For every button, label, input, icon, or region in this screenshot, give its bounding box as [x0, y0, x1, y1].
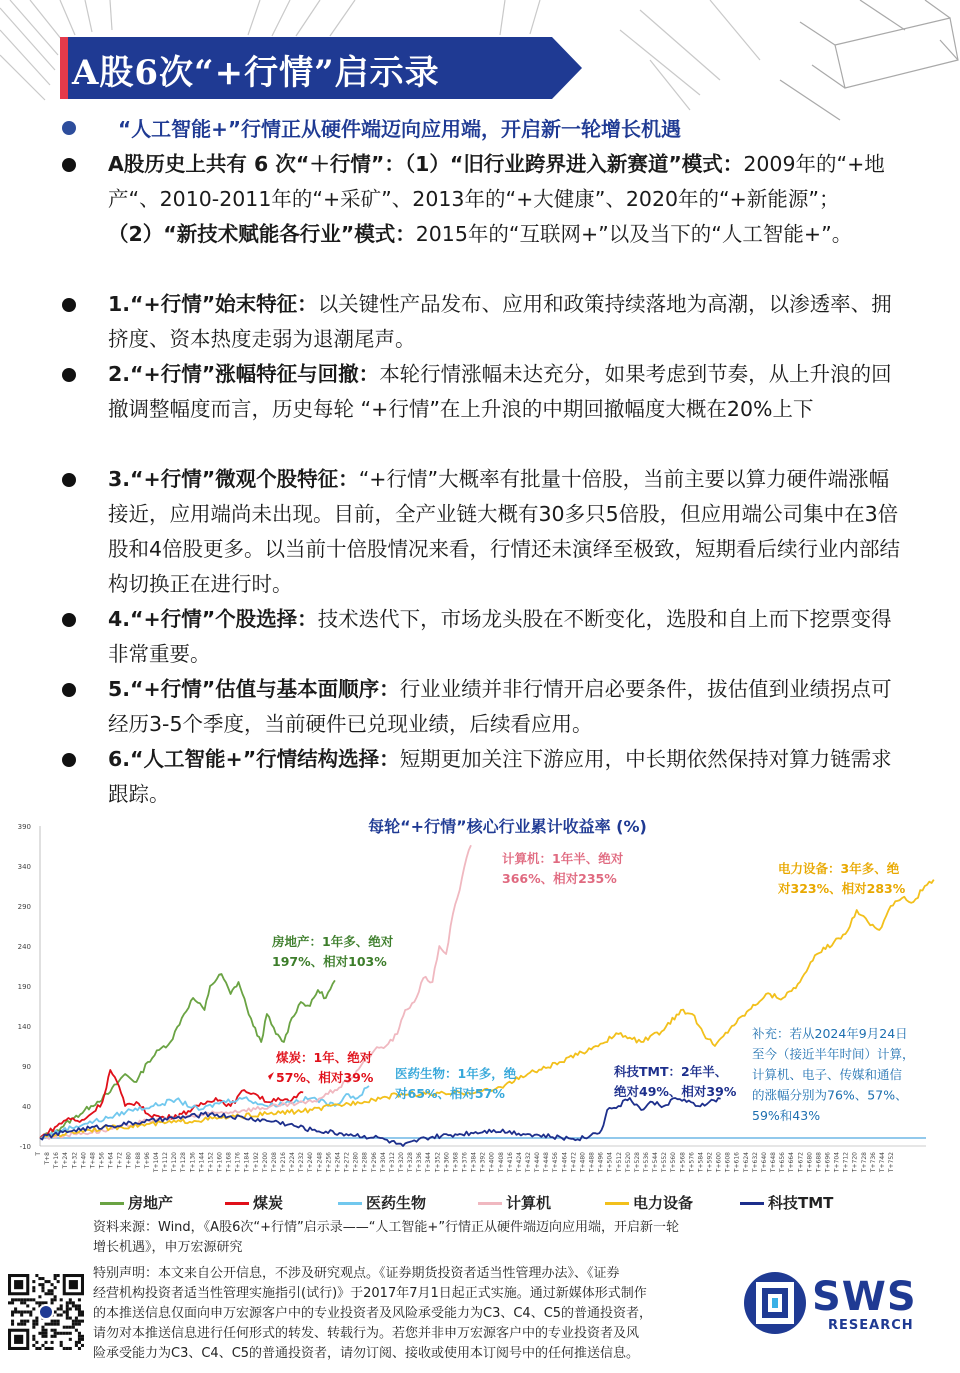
- x-tick-label: T+464: [561, 1152, 569, 1173]
- bullet-body: 2009年的“+地产“、2010-2011年的“+采矿”、2013年的“+大健康”、2020年的“+新能源”；: [108, 152, 885, 211]
- annotation-label: 57%、相对39%: [276, 1070, 374, 1085]
- legend-swatch: [740, 1202, 764, 1205]
- y-tick-label: 190: [17, 983, 31, 991]
- x-tick-label: T+712: [842, 1152, 850, 1173]
- chart-title: 每轮“+行情”核心行业累计收益率 (%): [368, 817, 647, 836]
- qr-code-icon: [8, 1274, 84, 1350]
- bullet-head: 3.“+行情”微观个股特征：: [108, 467, 359, 491]
- chart-legend: [100, 1192, 960, 1216]
- note-line: 补充：若从2024年9月24日: [752, 1026, 908, 1041]
- x-tick-label: T+648: [770, 1152, 778, 1173]
- x-tick-label: T+384: [470, 1152, 478, 1173]
- bullet-dot-icon: [62, 753, 76, 767]
- logo-sub: RESEARCH: [828, 1318, 914, 1333]
- x-tick-label: T+576: [688, 1152, 696, 1173]
- x-tick-label: T+496: [597, 1152, 605, 1173]
- disclaimer-line: 特别声明：本文来自公开信息，不涉及研究观点。《证券期货投资者适当性管理办法》、《证券: [93, 1266, 620, 1281]
- legend-swatch: [478, 1202, 502, 1205]
- disclaimer-line: 请勿对本推送信息进行任何形式的转发、转载行为。若您并非申万宏源客户中的专业投资者及风: [93, 1326, 640, 1341]
- bullet-body: 2015年的“互联网+”以及当下的“人工智能+”。: [415, 222, 853, 246]
- legend-swatch: [100, 1202, 124, 1205]
- subtitle-row: [62, 113, 942, 147]
- x-tick-label: T+152: [207, 1152, 215, 1173]
- source-line: 资料来源：Wind，《A股6次“+行情”启示录——“人工智能+”行情正从硬件端迈向应用端，开启新一轮: [93, 1220, 680, 1235]
- x-tick-label: T+480: [579, 1152, 587, 1173]
- x-tick-label: T+600: [715, 1152, 723, 1173]
- bullet-dot-icon: [62, 473, 76, 487]
- bullet-dot-icon: [62, 683, 76, 697]
- x-tick-label: T+72: [116, 1152, 124, 1169]
- x-tick-label: T+592: [706, 1152, 714, 1173]
- x-tick-label: T+472: [570, 1152, 578, 1173]
- sws-logo: [742, 1268, 932, 1338]
- x-tick-label: T+336: [416, 1152, 424, 1173]
- bullet-dot-icon: [62, 121, 76, 135]
- legend-label: 医药生物: [366, 1194, 427, 1212]
- x-tick-label: T+632: [751, 1152, 759, 1173]
- y-tick-label: 340: [17, 863, 31, 871]
- bullet-head: 6.“人工智能+”行情结构选择：: [108, 747, 400, 771]
- disclaimer-line: 险承受能力为C3、C4、C5的普通投资者，请勿订阅、接收或使用本订阅号中的任何推送信息。: [93, 1346, 640, 1361]
- x-tick-label: T+512: [615, 1152, 623, 1173]
- y-tick-label: -10: [19, 1143, 31, 1151]
- x-tick-label: T+360: [443, 1152, 451, 1173]
- x-tick-label: T+160: [216, 1152, 224, 1173]
- y-tick-label: 290: [17, 903, 31, 911]
- x-tick-label: T+240: [307, 1152, 315, 1173]
- bullet-item: [62, 742, 902, 812]
- x-tick-label: T+544: [652, 1152, 660, 1173]
- bullet-body: 本轮行情涨幅未达充分，如果考虑到节奏，从上升浪的回撤调整幅度而言，历史每轮 “+行情”在上升浪的中期回撤幅度大概在20%上下: [108, 362, 892, 421]
- x-tick-label: T+216: [280, 1152, 288, 1173]
- bullet-item: [62, 287, 902, 357]
- x-tick-label: T+24: [62, 1152, 70, 1169]
- x-tick-label: T+672: [797, 1152, 805, 1173]
- bullet-dot-icon: [62, 298, 76, 312]
- x-tick-label: T+344: [425, 1152, 433, 1173]
- x-tick-label: T+272: [343, 1152, 351, 1173]
- x-tick-label: T+432: [525, 1152, 533, 1173]
- annotation-layer: [268, 851, 915, 1123]
- x-tick-label: T+624: [742, 1152, 750, 1173]
- subtitle: “人工智能+”行情正从硬件端迈向应用端，开启新一轮增长机遇: [118, 117, 682, 141]
- x-tick-label: T+224: [289, 1152, 297, 1173]
- title-banner: [60, 37, 582, 99]
- annotation-label: 医药生物：1年多，绝: [395, 1066, 517, 1081]
- x-tick-label: T+616: [733, 1152, 741, 1173]
- x-tick-label: T+696: [824, 1152, 832, 1173]
- legend-label: 计算机: [506, 1194, 552, 1212]
- x-tick-label: T+88: [134, 1152, 142, 1169]
- bullet-dot-icon: [62, 368, 76, 382]
- x-tick-label: T: [35, 1152, 42, 1156]
- annotation-label: 煤炭：1年、绝对: [276, 1050, 373, 1065]
- x-tick-label: T+688: [815, 1152, 823, 1173]
- bullet-body: “+行情”大概率有批量十倍股，当前主要以算力硬件端涨幅接近，应用端尚未出现。目前，全产业链大概有30多只5倍股，但应用端公司集中在3倍股和4倍股更多。以当前十倍股情况来看，行情还未演绎至极致，短期看后续行业内部结构切换正在进行时。: [108, 467, 901, 596]
- x-tick-label: T+752: [888, 1152, 896, 1173]
- x-tick-label: T+608: [724, 1152, 732, 1173]
- bullet-item: [62, 147, 902, 287]
- x-tick-label: T+704: [833, 1152, 841, 1173]
- annotation-label: 366%、相对235%: [502, 871, 617, 886]
- legend-item: [225, 1192, 283, 1213]
- y-tick-label: 140: [17, 1023, 31, 1031]
- x-tick-label: T+184: [243, 1152, 251, 1173]
- bullet-head: 1.“+行情”始末特征：: [108, 292, 318, 316]
- x-tick-label: T+112: [162, 1152, 170, 1173]
- x-tick-label: T+32: [71, 1152, 79, 1169]
- x-tick-label: T+232: [298, 1152, 306, 1173]
- x-tick-label: T+312: [388, 1152, 396, 1173]
- legend-swatch: [225, 1202, 249, 1205]
- x-tick-label: T+208: [270, 1152, 278, 1173]
- x-tick-label: T+656: [779, 1152, 787, 1173]
- x-tick-label: T+504: [606, 1152, 614, 1173]
- x-tick-label: T+520: [624, 1152, 632, 1173]
- x-tick-label: T+264: [334, 1152, 342, 1173]
- arrow-icon: [268, 1072, 274, 1080]
- x-tick-label: T+296: [370, 1152, 378, 1173]
- y-axis: [18, 823, 40, 1151]
- x-tick-label: T+200: [261, 1152, 269, 1173]
- bullet-dot-icon: [62, 613, 76, 627]
- y-tick-label: 90: [22, 1063, 31, 1071]
- x-tick-label: T+40: [80, 1152, 88, 1169]
- bullet-head: 5.“+行情”估值与基本面顺序：: [108, 677, 400, 701]
- x-tick-label: T+680: [806, 1152, 814, 1173]
- x-tick-label: T+568: [679, 1152, 687, 1173]
- x-tick-label: T+304: [379, 1152, 387, 1173]
- x-tick-label: T+488: [588, 1152, 596, 1173]
- line-chart: [0, 806, 960, 1191]
- x-tick-label: T+320: [397, 1152, 405, 1173]
- bullet-item: [62, 462, 902, 602]
- x-tick-label: T+192: [252, 1152, 260, 1173]
- x-tick-label: T+536: [642, 1152, 650, 1173]
- annotation-label: 电力设备：3年多、绝: [778, 861, 900, 876]
- x-tick-label: T+552: [661, 1152, 669, 1173]
- bullet-body: 以关键性产品发布、应用和政策持续落地为高潮，以渗透率、拥挤度、资本热度走弱为退潮尾声。: [108, 292, 892, 351]
- x-tick-label: T+256: [325, 1152, 333, 1173]
- legend-swatch: [605, 1202, 629, 1205]
- x-tick-label: T+400: [488, 1152, 496, 1173]
- legend-label: 电力设备: [633, 1194, 694, 1212]
- bullet-head: 4.“+行情”个股选择：: [108, 607, 318, 631]
- legend-label: 房地产: [128, 1194, 174, 1212]
- logo-name: SWS: [812, 1274, 917, 1320]
- legend-swatch: [338, 1202, 362, 1205]
- logo-mark-icon: [742, 1270, 808, 1336]
- x-tick-label: T+248: [316, 1152, 324, 1173]
- x-tick-label: T+64: [107, 1152, 115, 1169]
- note-line: 59%和43%: [752, 1108, 821, 1123]
- x-tick-label: T+456: [552, 1152, 560, 1173]
- legend-label: 煤炭: [253, 1194, 284, 1212]
- y-tick-label: 40: [22, 1103, 31, 1111]
- x-tick-label: T+560: [670, 1152, 678, 1173]
- x-tick-label: T+56: [98, 1152, 106, 1169]
- bullet-item: [62, 672, 902, 742]
- note-line: 至今（接近半年时间）计算，: [752, 1046, 915, 1062]
- bullet-head: 2.“+行情”涨幅特征与回撤：: [108, 362, 380, 386]
- legend-item: [478, 1192, 551, 1213]
- x-tick-label: T+640: [760, 1152, 768, 1173]
- x-tick-label: T+720: [851, 1152, 859, 1173]
- x-tick-label: T+128: [180, 1152, 188, 1173]
- x-tick-label: T+136: [189, 1152, 197, 1173]
- x-tick-label: T+744: [878, 1152, 886, 1173]
- x-tick-label: T+328: [407, 1152, 415, 1173]
- bullet-body: 行业业绩并非行情开启必要条件，拔估值到业绩拐点可经历3-5个季度，当前硬件已兑现业绩，后续看应用。: [108, 677, 892, 736]
- note-line: 计算机、电子、传媒和通信: [752, 1067, 903, 1082]
- annotation-label: 科技TMT：2年半、: [614, 1064, 728, 1079]
- x-tick-label: T+96: [143, 1152, 151, 1169]
- x-tick-label: T+728: [860, 1152, 868, 1173]
- legend-item: [100, 1192, 173, 1213]
- source-note: [93, 1218, 813, 1258]
- x-tick-label: T+104: [152, 1152, 160, 1173]
- page-title: A股6次“+行情”启示录: [72, 53, 440, 93]
- x-tick-label: T+392: [479, 1152, 487, 1173]
- bullet-item: [62, 602, 902, 672]
- y-tick-label: 390: [17, 823, 31, 831]
- x-tick-label: T+16: [53, 1152, 61, 1169]
- x-tick-label: T+408: [497, 1152, 505, 1173]
- legend-item: [605, 1192, 693, 1213]
- x-tick-label: T+176: [234, 1152, 242, 1173]
- x-tick-label: T+664: [788, 1152, 796, 1173]
- x-tick-label: T+168: [225, 1152, 233, 1173]
- bullet-item: [62, 357, 902, 462]
- x-tick-label: T+376: [461, 1152, 469, 1173]
- x-tick-label: T+288: [361, 1152, 369, 1173]
- bullet-head: A股历史上共有 6 次“＋行情”：（1）“旧行业跨界进入新赛道”模式：: [108, 152, 744, 176]
- x-tick-label: T+8: [44, 1152, 52, 1165]
- annotation-label: 绝对49%、相对39%: [614, 1084, 737, 1099]
- series-line: [40, 1098, 721, 1146]
- x-tick-label: T+416: [506, 1152, 514, 1173]
- bullet-head: （2）“新技术赋能各行业”模式：: [108, 222, 416, 246]
- legend-label: 科技TMT: [768, 1194, 834, 1212]
- x-tick-label: T+736: [869, 1152, 877, 1173]
- bullet-list: [62, 147, 902, 812]
- legend-item: [740, 1192, 833, 1213]
- legend-item: [338, 1192, 426, 1213]
- x-axis: [35, 1146, 926, 1173]
- chart-container: [0, 806, 960, 1226]
- x-tick-label: T+424: [515, 1152, 523, 1173]
- x-tick-label: T+448: [543, 1152, 551, 1173]
- source-line: 增长机遇》，申万宏源研究: [93, 1240, 243, 1255]
- x-tick-label: T+80: [125, 1152, 133, 1169]
- annotation-label: 对65%、相对57%: [395, 1086, 505, 1101]
- x-tick-label: T+352: [434, 1152, 442, 1173]
- x-tick-label: T+440: [534, 1152, 542, 1173]
- bullet-body: 短期更加关注下游应用，中长期依然保持对算力链需求跟踪。: [108, 747, 892, 806]
- x-tick-label: T+144: [198, 1152, 206, 1173]
- x-tick-label: T+280: [352, 1152, 360, 1173]
- annotation-label: 197%、相对103%: [272, 954, 387, 969]
- annotation-label: 房地产：1年多、绝对: [272, 934, 394, 949]
- x-tick-label: T+120: [171, 1152, 179, 1173]
- x-tick-label: T+48: [89, 1152, 97, 1169]
- x-tick-label: T+584: [697, 1152, 705, 1173]
- bullet-dot-icon: [62, 158, 76, 172]
- annotation-label: 计算机：1年半、绝对: [502, 851, 624, 866]
- y-tick-label: 240: [17, 943, 31, 951]
- x-tick-label: T+368: [452, 1152, 460, 1173]
- bullet-body: 技术迭代下，市场龙头股在不断变化，选股和自上而下挖票变得非常重要。: [108, 607, 892, 666]
- disclaimer-line: 的本推送信息仅面向申万宏源客户中的专业投资者及风险承受能力为C3、C4、C5的普通投资者，: [93, 1306, 653, 1321]
- annotation-label: 对323%、相对283%: [778, 881, 906, 896]
- note-line: 的涨幅分别为76%、57%、: [752, 1087, 908, 1103]
- disclaimer: [93, 1264, 733, 1364]
- x-tick-label: T+528: [633, 1152, 641, 1173]
- disclaimer-line: 经营机构投资者适当性管理实施指引(试行)》于2017年7月1日起正式实施。通过新媒体形式制作: [93, 1286, 647, 1301]
